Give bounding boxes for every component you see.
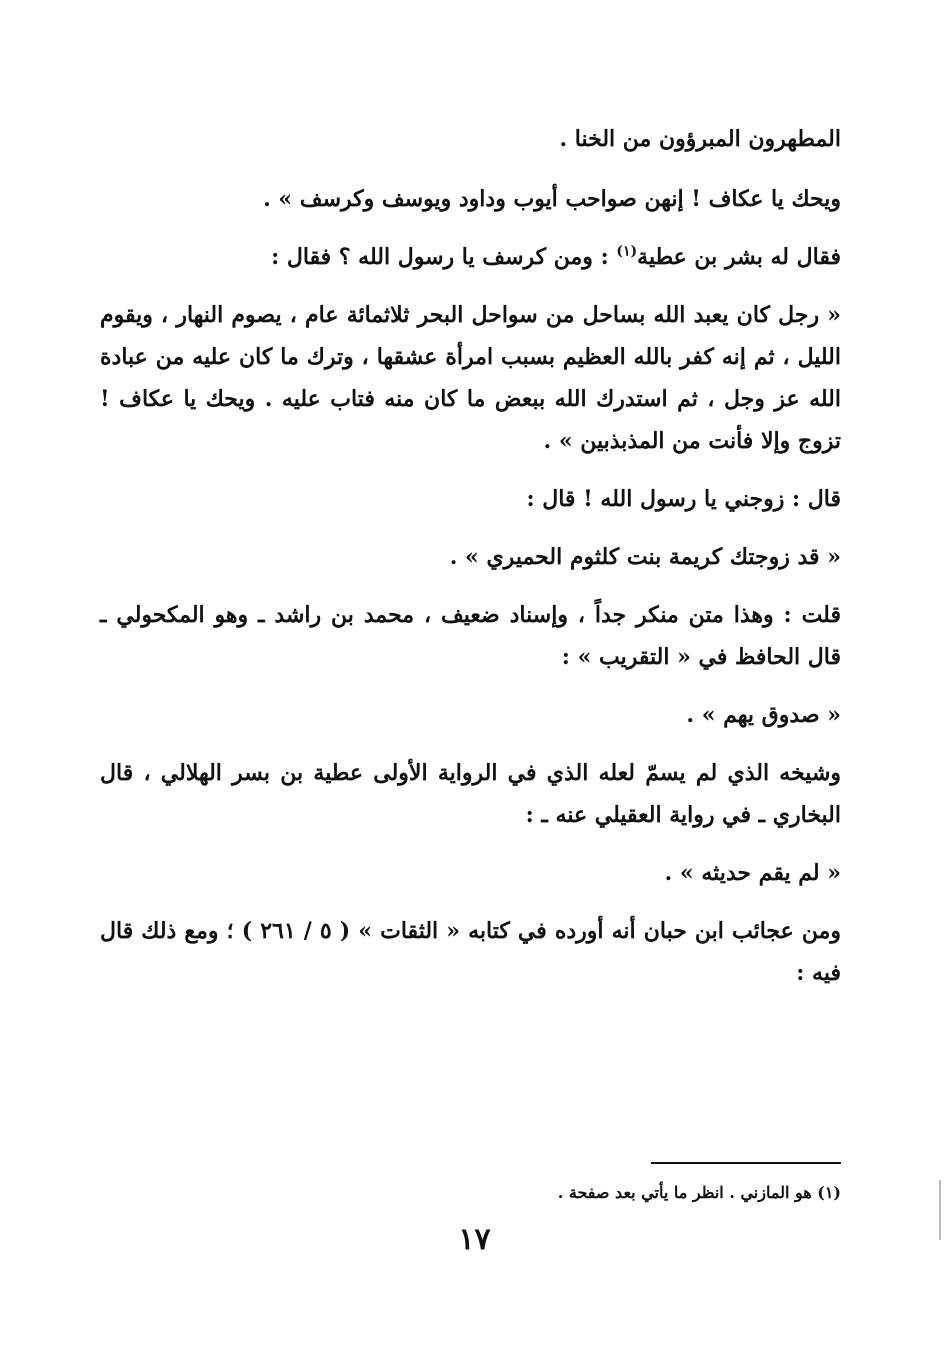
page-number: ١٧ — [458, 1222, 491, 1257]
paragraph-text: : ومن كرسف يا رسول الله ؟ فقال : — [271, 244, 617, 270]
footnote-reference: (١) — [616, 243, 638, 260]
paragraph-with-footnote-ref — [100, 236, 841, 278]
paragraph: « صدوق يهم » . — [686, 702, 841, 728]
footnote-divider — [651, 1162, 841, 1164]
paragraph: « قد زوجتك كريمة بنت كلثوم الحميري » . — [449, 544, 841, 570]
paragraph: ويحك يا عكاف ! إنهن صواحب أيوب وداود ويوسف وكرسف » . — [263, 186, 841, 212]
paragraph: قال : زوجني يا رسول الله ! قال : — [526, 486, 841, 512]
scan-edge-mark — [939, 1180, 941, 1240]
paragraph: وشيخه الذي لم يسمّ لعله الذي في الرواية الأولى عطية بن بسر الهلالي ، قال البخاري ـ في رواية العقيلي عنه ـ : — [100, 760, 841, 828]
paragraph: ومن عجائب ابن حبان أنه أورده في كتابه « الثقات » ( ٥ / ٢٦١ ) ؛ ومع ذلك قال فيه : — [100, 918, 841, 986]
paragraph: المطهرون المبرؤون من الخنا . — [559, 126, 841, 152]
footnote: (١) هو المازني . انظر ما يأتي بعد صفحة . — [557, 1183, 841, 1202]
body-text — [100, 118, 841, 1010]
paragraph-text: فقال له بشر بن عطية — [637, 244, 841, 270]
paragraph: « لم يقم حديثه » . — [664, 860, 841, 886]
paragraph: « رجل كان يعبد الله بساحل من سواحل البحر ثلاثمائة عام ، يصوم النهار ، ويقوم الليل ، ثم إنه كفر بالله العظيم بسبب امرأة عشقها ، وترك ما كان عليه من عبادة الله عز وجل ، ثم استدرك الله ببعض ما كان منه فتاب عليه . ويحك يا عكاف ! تزوج وإلا فأنت من المذبذبين » . — [100, 302, 841, 454]
paragraph: قلت : وهذا متن منكر جداً ، وإسناد ضعيف ، محمد بن راشد ـ وهو المكحولي ـ قال الحافظ في « التقريب » : — [100, 602, 841, 670]
